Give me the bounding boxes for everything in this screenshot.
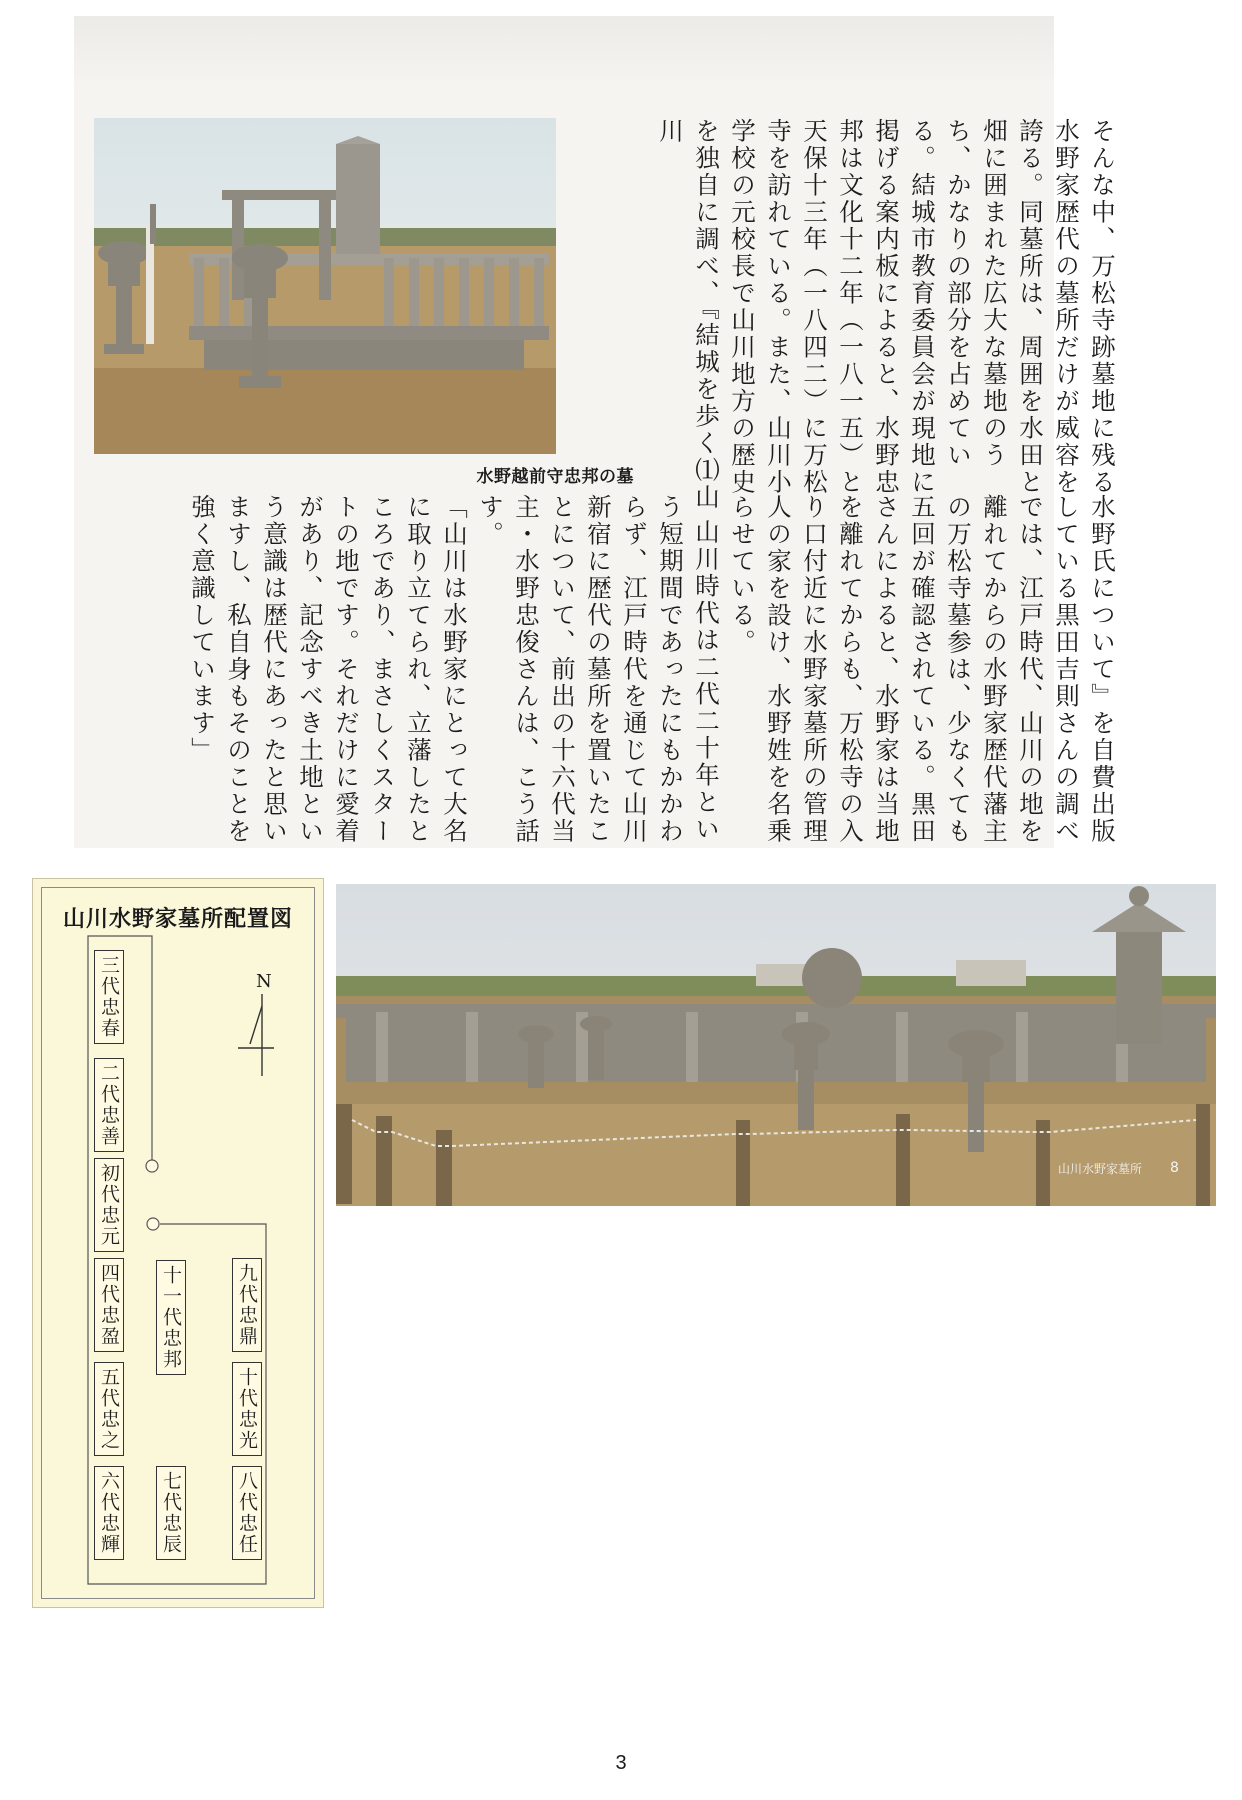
grave-2nd: 二代忠善 <box>94 1058 124 1152</box>
grave-9th: 九代忠鼎 <box>232 1258 262 1352</box>
grave-layout-map <box>32 878 324 1608</box>
grave-1st: 初代忠元 <box>94 1158 124 1252</box>
north-label: N <box>256 971 272 992</box>
photo-mizuno-cemetery <box>336 884 1216 1206</box>
article-scan <box>74 16 1117 848</box>
article-paragraph: そんな中、万松寺跡墓地に残る水野家歴代の墓所だけが威容を誇る。同墓所は、周囲を水田と畑に囲まれた広大な墓地のうち、かなりの部分を占めている。結城市教育委員会が現地に掲げる案内板によると、水野忠邦は文化十二年（一八一五）と天保十三年（一八四二）に万松寺を訪れている。また、山川小学校の元校長で山川地方の歴史を独自に調べ、『結城を歩く⑴山川 <box>656 118 1117 511</box>
page-number: 3 <box>615 1752 627 1774</box>
grave-3rd: 三代忠春 <box>94 950 124 1044</box>
photo1-caption: 水野越前守忠邦の墓 <box>476 467 634 487</box>
map-frame <box>41 887 315 1599</box>
grave-8th: 八代忠任 <box>232 1466 262 1560</box>
grave-11th: 十一代忠邦 <box>156 1260 186 1375</box>
article-upper-column <box>642 118 1120 518</box>
grave-10th: 十代忠光 <box>232 1362 262 1456</box>
north-arrow-icon <box>238 994 274 1076</box>
grave-7th: 七代忠辰 <box>156 1466 186 1560</box>
article-paragraph: 水野氏について』を自費出版している黒田吉則さんの調べでは、江戸時代、山川の地を離れてからの水野家歴代藩主の万松寺墓参は、少なくても五回が確認されている。黒田さんによると、水野家は当地を離れてからも、万松寺の入り口付近に水野家墓所の管理人の家を設け、水野姓を名乗らせている。 <box>728 494 1117 845</box>
article-paragraph: 「山川は水野家にとって大名に取り立てられ、立藩したところであり、まさしくスタートの地です。それだけに愛着があり、記念すべき土地という意識は歴代にあったと思いますし、私自身もそのことを強く意識しています」 <box>188 494 469 845</box>
photo-tadakuni-grave <box>94 118 556 454</box>
photo2-source-page: 8 <box>1170 1160 1179 1176</box>
grave-4th: 四代忠盈 <box>94 1258 124 1352</box>
scan-top-shadow <box>74 16 1054 86</box>
article-lower-column <box>98 494 1120 854</box>
grave-5th: 五代忠之 <box>94 1362 124 1456</box>
article-paragraph: 山川時代は二代二十年という短期間であったにもかかわらず、江戸時代を通じて山川新宿に歴代の墓所を置いたことについて、前出の十六代当主・水野忠俊さんは、こう話す。 <box>476 494 721 845</box>
map-title: 山川水野家墓所配置図 <box>62 907 293 932</box>
grave-6th: 六代忠輝 <box>94 1466 124 1560</box>
photo2-caption: 山川水野家墓所 <box>1058 1162 1143 1176</box>
